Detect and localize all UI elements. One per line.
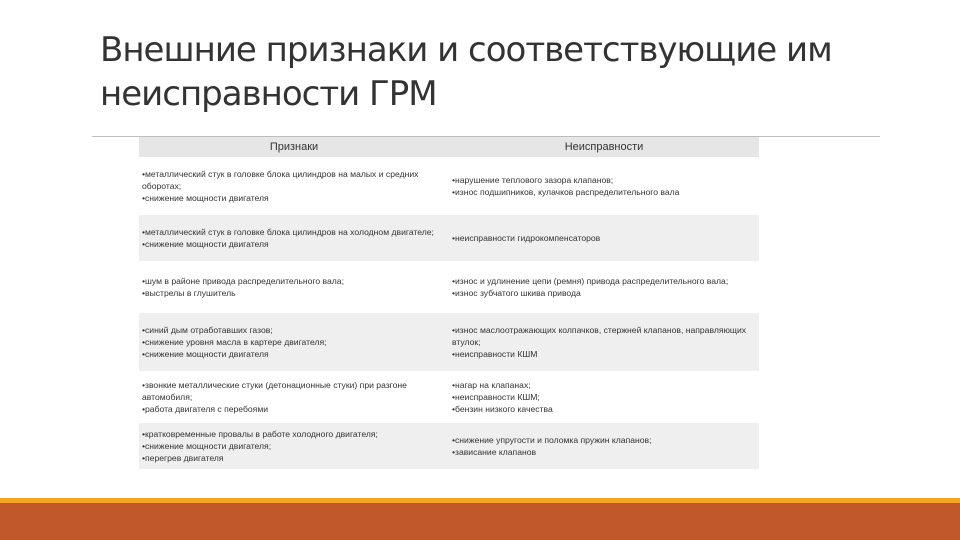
footer-bar xyxy=(0,503,960,540)
table-row xyxy=(139,371,759,423)
symptom-cell: •металлический стук в головке блока цилиндров на холодном двигателе; •снижение мощности двигателя xyxy=(139,215,449,261)
table-row xyxy=(139,261,759,313)
table-row xyxy=(139,157,759,215)
header-symptoms: Признаки xyxy=(139,137,449,157)
fault-cell: •снижение упругости и поломка пружин клапанов; •зависание клапанов xyxy=(449,423,759,469)
table-header-row xyxy=(139,137,759,157)
symptom-cell: •металлический стук в головке блока цилиндров на малых и средних оборотах; •снижение мощности двигателя xyxy=(139,157,449,215)
slide-title: Внешние признаки и соответствующие им неисправности ГРМ xyxy=(100,30,832,114)
symptom-cell: •звонкие металлические стуки (детонационные стуки) при разгоне автомобиля; •работа двигателя с перебоями xyxy=(139,371,449,423)
symptom-cell: •синий дым отработавших газов; •снижение уровня масла в картере двигателя; •снижение мощности двигателя xyxy=(139,313,449,371)
fault-cell: •износ маслоотражающих колпачков, стержней клапанов, направляющих втулок; •неисправности КШМ xyxy=(449,313,759,371)
table-row xyxy=(139,423,759,469)
fault-cell: •неисправности гидрокомпенсаторов xyxy=(449,215,759,261)
symptom-cell: •кратковременные провалы в работе холодного двигателя; •снижение мощности двигателя; •перегрев двигателя xyxy=(139,423,449,469)
symptoms-faults-table xyxy=(139,137,759,469)
symptom-cell: •шум в районе привода распределительного вала; •выстрелы в глушитель xyxy=(139,261,449,313)
table-row xyxy=(139,215,759,261)
fault-cell: •износ и удлинение цепи (ремня) привода распределительного вала; •износ зубчатого шкива привода xyxy=(449,261,759,313)
header-faults: Неисправности xyxy=(449,137,759,157)
fault-cell: •нарушение теплового зазора клапанов; •износ подшипников, кулачков распределительного вала xyxy=(449,157,759,215)
fault-cell: •нагар на клапанах; •неисправности КШМ; •бензин низкого качества xyxy=(449,371,759,423)
table-row xyxy=(139,313,759,371)
